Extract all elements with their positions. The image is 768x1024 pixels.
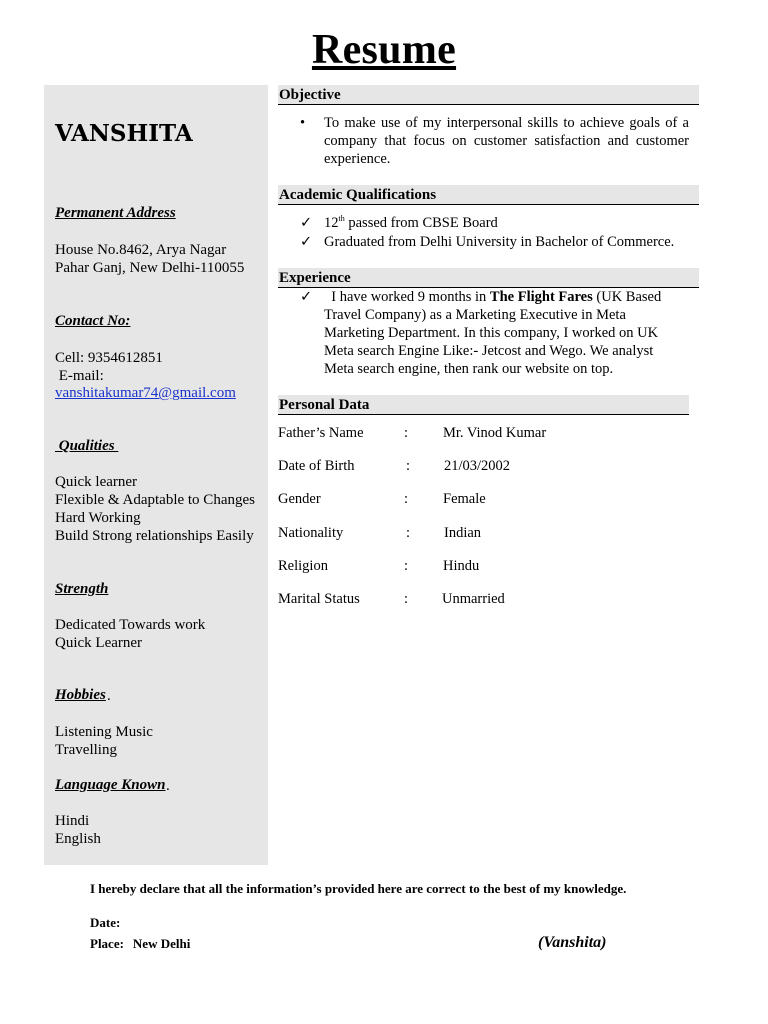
hobby-item: Listening Music xyxy=(55,724,153,740)
check-icon: ✓ xyxy=(300,234,313,250)
quality-item: Quick learner xyxy=(55,474,138,490)
cell-number: Cell: 9354612851 xyxy=(55,350,163,366)
personal-data-heading: Personal Data xyxy=(278,395,689,415)
strength-item: Dedicated Towards work xyxy=(55,617,206,633)
place-line: Place: New Delhi xyxy=(90,936,191,951)
objective-heading: Objective xyxy=(278,85,699,105)
language-heading: Language Known xyxy=(55,777,166,793)
resume-title: Resume xyxy=(311,27,457,73)
academic-text-1: 12th passed from CBSE Board xyxy=(324,214,498,231)
address-line-1: House No.8462, Arya Nagar xyxy=(55,242,227,258)
strength-item: Quick Learner xyxy=(55,635,143,651)
language-period: . xyxy=(166,778,170,794)
hobbies-period: . xyxy=(107,688,111,704)
hobby-item: Travelling xyxy=(55,742,117,758)
address-heading: Permanent Address xyxy=(55,205,176,221)
academic-text-2: Graduated from Delhi University in Bachelor of Commerce. xyxy=(324,234,675,250)
hobbies-heading: Hobbies xyxy=(55,687,106,703)
experience-heading: Experience xyxy=(278,268,699,288)
strength-heading: Strength xyxy=(55,581,109,597)
address-line-2: Pahar Ganj, New Delhi-110055 xyxy=(55,260,245,276)
contact-heading: Contact No: xyxy=(55,313,131,329)
check-icon: ✓ xyxy=(300,289,313,305)
check-icon: ✓ xyxy=(300,215,313,231)
academic-heading: Academic Qualifications xyxy=(278,185,699,205)
language-item: English xyxy=(55,831,101,847)
date-label: Date: xyxy=(90,915,121,930)
qualities-heading: Qualities xyxy=(55,438,119,454)
experience-text: I have worked 9 months in The Flight Fares (UK Based Travel Company) as a Marketing Executive in Meta Marketing Department. In this company, I worked on UK Meta search Engine Like:- Jetcost and Wego. We analyst Meta search engine, then rank our website on top. xyxy=(324,289,665,377)
email-link[interactable]: vanshitakumar74@gmail.com xyxy=(55,385,236,401)
email-label: E-mail: xyxy=(55,368,104,384)
quality-item: Flexible & Adaptable to Changes xyxy=(55,492,255,508)
objective-text: To make use of my interpersonal skills to achieve goals of a company that focus on customer satisfaction and customer experience. xyxy=(324,115,689,167)
signature-name: (Vanshita) xyxy=(538,934,607,951)
declaration-text: I hereby declare that all the information’s provided here are correct to the best of my knowledge. xyxy=(90,881,627,896)
quality-item: Build Strong relationships Easily xyxy=(55,528,254,544)
candidate-name: VANSHITA xyxy=(55,120,193,147)
quality-item: Hard Working xyxy=(55,510,141,526)
language-item: Hindi xyxy=(55,813,90,829)
bullet-icon: • xyxy=(300,115,306,131)
